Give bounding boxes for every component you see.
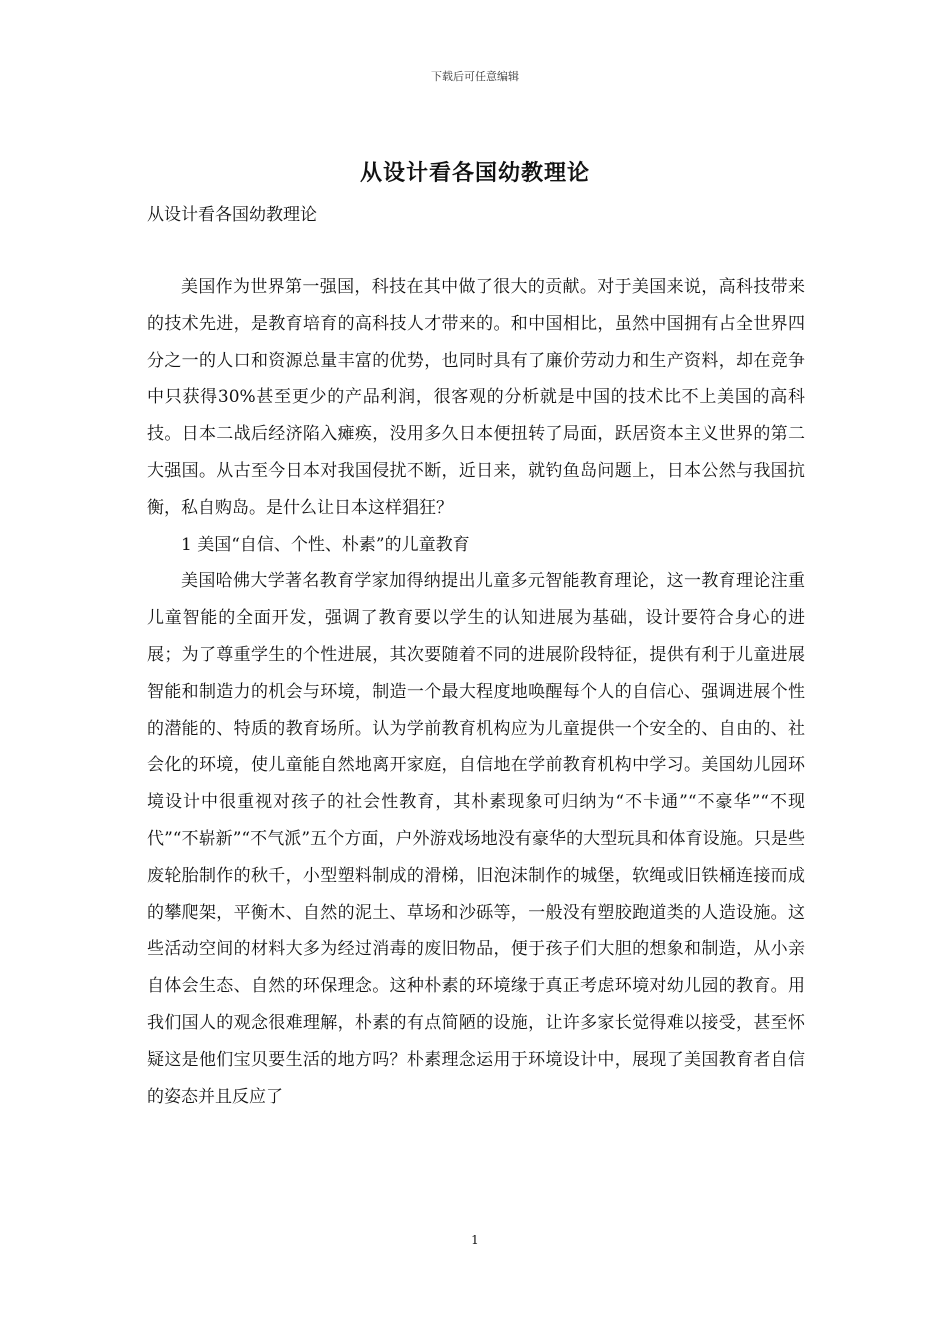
document-title: 从设计看各国幼教理论 <box>359 160 590 186</box>
document-body <box>147 269 805 1115</box>
body-paragraph-intro: 美国作为世界第一强国，科技在其中做了很大的贡献。对于美国来说，高科技带来的技术先进，是教育培育的高科技人才带来的。和中国相比，虽然中国拥有占全世界四分之一的人口和资源总量丰富的优势，也同时具有了廉价劳动力和生产资料，却在竞争中只获得30%甚至更少的产品利润，很客观的分析就是中国的技术比不上美国的高科技。日本二战后经济陷入瘫痪，没用多久日本便扭转了局面，跃居资本主义世界的第二大强国。从古至今日本对我国侵扰不断，近日来，就钓鱼岛问题上，日本公然与我国抗衡，私自购岛。是什么让日本这样猖狂？ <box>147 277 805 518</box>
page-number: 1 <box>471 1233 479 1247</box>
body-paragraph-section-1: 美国哈佛大学著名教育学家加得纳提出儿童多元智能教育理论，这一教育理论注重儿童智能的全面开发，强调了教育要以学生的认知进展为基础，设计要符合身心的进展；为了尊重学生的个性进展，其次要随着不同的进展阶段特征，提供有利于儿童进展智能和制造力的机会与环境，制造一个最大程度地唤醒每个人的自信心、强调进展个性的潜能的、特质的教育场所。认为学前教育机构应为儿童提供一个安全的、自由的、社会化的环境，使儿童能自然地离开家庭，自信地在学前教育机构中学习。美国幼儿园环境设计中很重视对孩子的社会性教育，其朴素现象可归纳为“不卡通”“不豪华”“不现代”“不崭新”“不气派”五个方面，户外游戏场地没有豪华的大型玩具和体育设施。只是些废轮胎制作的秋千，小型塑料制成的滑梯，旧泡沫制作的城堡，软绳或旧铁桶连接而成的攀爬架，平衡木、自然的泥土、草场和沙砾等，一般没有塑胶跑道类的人造设施。这些活动空间的材料大多为经过消毒的废旧物品，便于孩子们大胆的想象和制造，从小亲自体会生态、自然的环保理念。这种朴素的环境缘于真正考虑环境对幼儿园的教育。用我们国人的观念很难理解，朴素的有点简陋的设施，让许多家长觉得难以接受，甚至怀疑这是他们宝贝要生活的地方吗？朴素理念运用于环境设计中，展现了美国教育者自信的姿态并且反应了 <box>147 571 805 1107</box>
header-note: 下载后可任意编辑 <box>431 70 519 83</box>
document-subtitle: 从设计看各国幼教理论 <box>147 205 317 225</box>
section-heading: 1 美国“自信、个性、朴素”的儿童教育 <box>181 534 470 555</box>
